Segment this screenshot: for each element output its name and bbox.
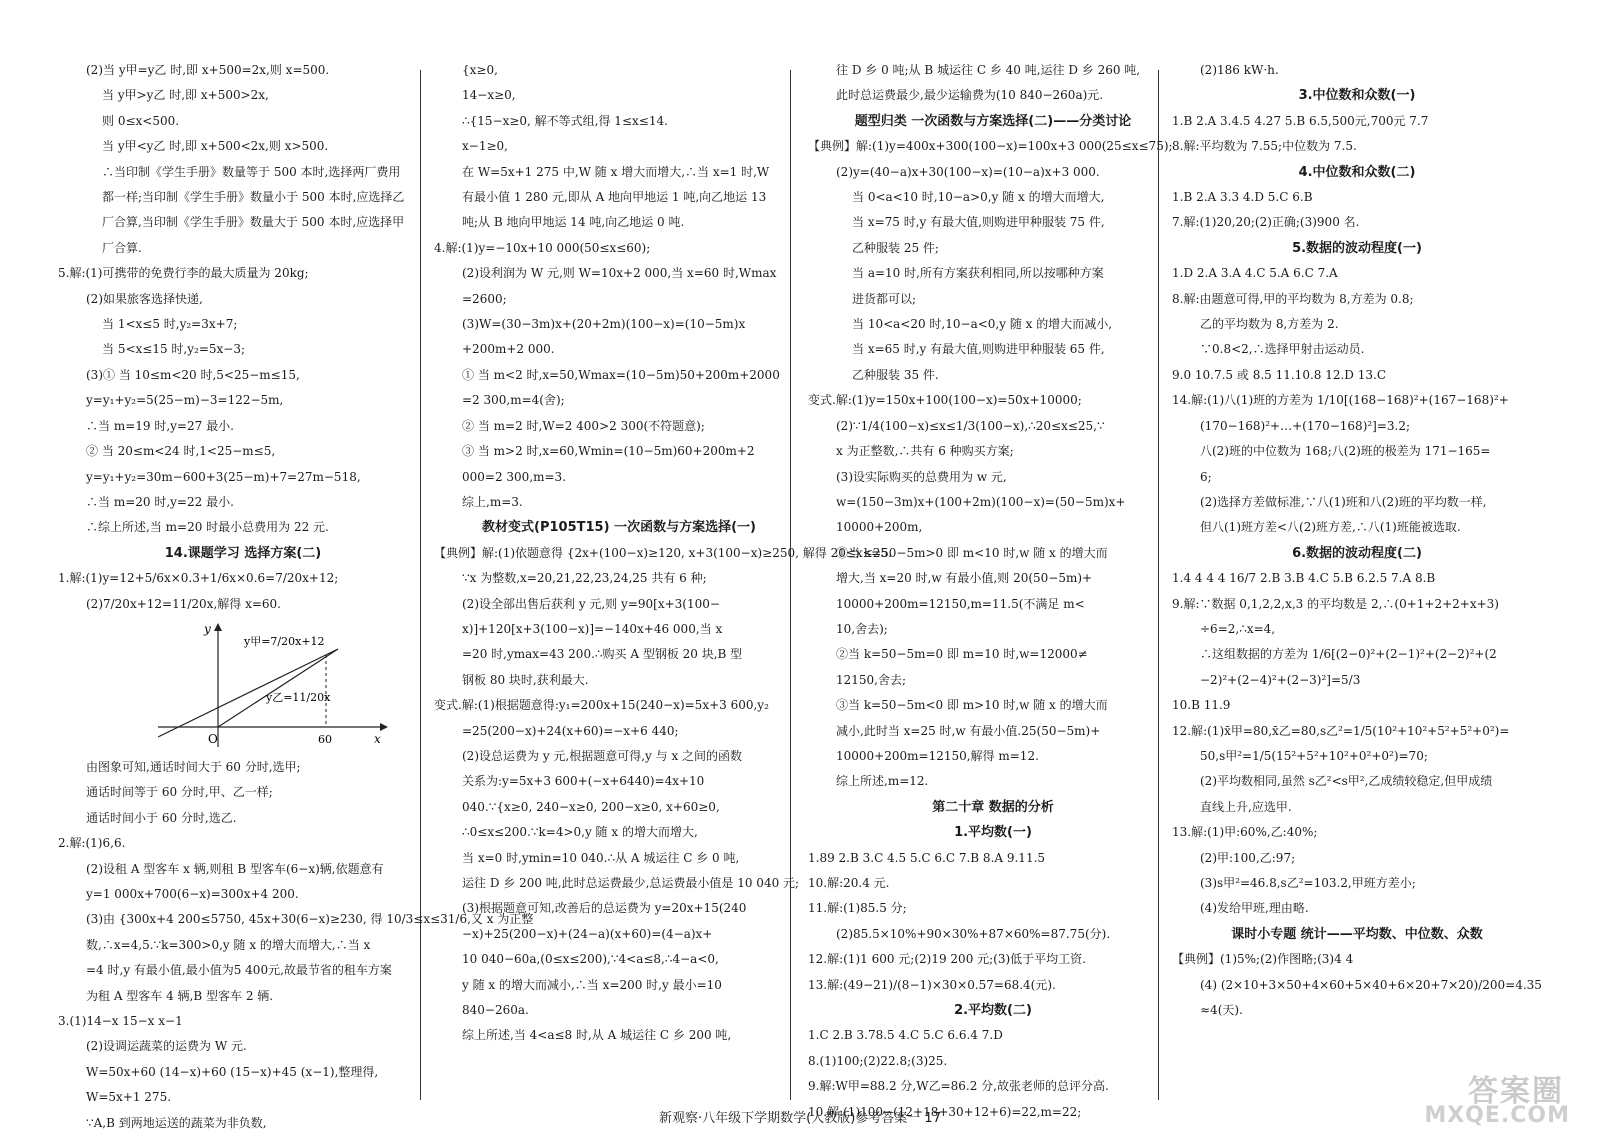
answer-line: +200m+2 000. xyxy=(462,342,555,357)
answer-line: 10.B 11.9 xyxy=(1172,698,1231,713)
answer-line: 1.B 2.A 3.4.5 4.27 5.B 6.5,500元,700元 7.7 xyxy=(1172,113,1429,128)
answer-line: 10000+200m, xyxy=(836,520,923,535)
answer-line: 有最小值 1 280 元,即从 A 地向甲地运 1 吨,向乙地运 13 xyxy=(462,190,767,205)
answer-line: 乙的平均数为 8,方差为 2. xyxy=(1200,317,1339,332)
y-axis-label: y xyxy=(204,621,211,636)
answer-line: =4 时,y 有最小值,最小值为5 400元,故最节省的租车方案 xyxy=(86,963,392,978)
answer-line: 9.解:∵数据 0,1,2,2,x,3 的平均数是 2,∴(0+1+2+2+x+3) xyxy=(1172,596,1499,611)
answer-line: (3)根据题意可知,改善后的总运费为 y=20x+15(240 xyxy=(462,901,747,916)
answer-line: 【典例】(1)5%;(2)作图略;(3)4 4 xyxy=(1172,952,1354,967)
section-heading: 3.中位数和众数(一) xyxy=(1298,88,1416,104)
answer-line: 14−x≥0, xyxy=(462,88,516,103)
answer-line: (2)如果旅客选择快递, xyxy=(86,291,203,306)
answer-line: ∴当 m=19 时,y=27 最小. xyxy=(86,418,234,433)
answer-line: 1.B 2.A 3.3 4.D 5.C 6.B xyxy=(1172,190,1313,205)
answer-line: 当 x=75 时,y 有最大值,则购进甲种服装 75 件, xyxy=(852,215,1105,230)
answer-line: 当 x=65 时,y 有最大值,则购进甲种服装 65 件, xyxy=(852,342,1105,357)
answer-line: y=1 000x+700(6−x)=300x+4 200. xyxy=(86,886,299,901)
answer-line: 当 x=0 时,ymin=10 040.∴从 A 城运往 C 乡 0 吨, xyxy=(462,850,740,865)
answer-line: (2)∵1/4(100−x)≤x≤1/3(100−x),∴20≤x≤25,∵ xyxy=(836,418,1105,433)
answer-line: ∴{15−x≥0, 解不等式组,得 1≤x≤14. xyxy=(462,113,668,128)
answer-line: 1.解:(1)y=12+5/6x×0.3+1/6x×0.6=7/20x+12; xyxy=(58,571,339,586)
section-heading: 教材变式(P105T15) 一次函数与方案选择(一) xyxy=(482,520,756,536)
answer-line: 12.解:(1)x̄甲=80,x̄乙=80,s乙²=1/5(10²+10²+5²+5²+0²)= xyxy=(1172,723,1510,738)
answer-line: ③当 k=50−5m<0 即 m>10 时,w 随 x 的增大而 xyxy=(836,698,1108,713)
answer-line: 综上所述,当 4<a≤8 时,从 A 城运往 C 乡 200 吨, xyxy=(462,1028,732,1043)
answer-line: (2)设全部出售后获利 y 元,则 y=90[x+3(100− xyxy=(462,596,720,611)
answer-line: {x≥0, xyxy=(462,63,498,77)
answer-line: 13.解:(49−21)/(8−1)×30×0.57=68.4(元). xyxy=(808,977,1056,992)
answer-line: −x)+25(200−x)+(24−a)(x+60)=(4−a)x+ xyxy=(462,926,713,941)
x-axis-label: x xyxy=(374,731,381,746)
answer-line: 减小,此时当 x=25 时,w 有最小值.25(50−5m)+ xyxy=(836,723,1101,738)
answer-line: 直线上升,应选甲. xyxy=(1200,799,1292,814)
answer-line: 数,∴x=4,5.∵k=300>0,y 随 x 的增大而增大,∴当 x xyxy=(86,937,371,952)
answer-line: 13.解:(1)甲:60%,乙:40%; xyxy=(1172,825,1318,840)
section-heading: 4.中位数和众数(二) xyxy=(1298,164,1416,180)
answer-line: 9.解:W甲=88.2 分,W乙=86.2 分,故张老师的总评分高. xyxy=(808,1079,1109,1094)
answer-line: 1.89 2.B 3.C 4.5 5.C 6.C 7.B 8.A 9.11.5 xyxy=(808,850,1046,865)
section-heading: 6.数据的波动程度(二) xyxy=(1292,545,1422,561)
answer-line: 厂合算. xyxy=(102,240,142,255)
answer-line: 则 0≤x<500. xyxy=(102,113,180,128)
answer-line: (2)当 y甲=y乙 时,即 x+500=2x,则 x=500. xyxy=(86,63,330,77)
answer-line: 八(2)班的中位数为 168;八(2)班的极差为 171−165= xyxy=(1200,444,1491,459)
section-heading: 14.课题学习 选择方案(二) xyxy=(164,545,322,561)
answer-line: 1.C 2.B 3.78.5 4.C 5.C 6.6.4 7.D xyxy=(808,1028,1003,1043)
answer-line: y=y₁+y₂=5(25−m)−3=122−5m, xyxy=(86,393,284,408)
line2-label: y乙=11/20x xyxy=(266,690,331,704)
answer-line: x)]+120[x+3(100−x)]=−140x+46 000,当 x xyxy=(462,621,723,636)
answer-line: 当 1<x≤5 时,y₂=3x+7; xyxy=(102,317,238,332)
line1-label: y甲=7/20x+12 xyxy=(244,634,325,648)
answer-line: 综上所述,m=12. xyxy=(836,774,929,789)
answer-line: 综上,m=3. xyxy=(462,494,523,509)
answer-line: ∴综上所述,当 m=20 时最小总费用为 22 元. xyxy=(86,520,329,535)
answer-line: (2)设总运费为 y 元,根据题意可得,y 与 x 之间的函数 xyxy=(462,748,743,763)
y-axis-arrow xyxy=(214,623,222,631)
answer-line: 9.0 10.7.5 或 8.5 11.10.8 12.D 13.C xyxy=(1172,367,1386,382)
answer-line: =2 300,m=4(舍); xyxy=(462,393,565,408)
answer-line: 关系为:y=5x+3 600+(−x+6440)=4x+10 xyxy=(462,774,705,789)
answer-line: (3)W=(30−3m)x+(20+2m)(100−x)=(10−5m)x xyxy=(462,317,746,332)
answer-line: 10.解:20.4 元. xyxy=(808,876,890,890)
answer-line: 在 W=5x+1 275 中,W 随 x 增大而增大,∴当 x=1 时,W xyxy=(462,164,770,179)
origin-label: O xyxy=(208,731,218,746)
answer-line: 12150,舍去; xyxy=(836,672,907,687)
answer-line: 进货都可以; xyxy=(852,291,917,306)
section-heading: 题型归类 一次函数与方案选择(二)——分类讨论 xyxy=(854,113,1132,129)
answer-line: 运往 D 乡 200 吨,此时总运费最少,总运费最小值是 10 040 元; xyxy=(462,876,800,890)
answer-line: (4) (2×10+3×50+4×60+5×40+6×20+7×20)/200=4.35 xyxy=(1200,977,1542,992)
section-heading: 课时小专题 统计——平均数、中位数、众数 xyxy=(1231,926,1483,942)
answer-line: 当 y甲>y乙 时,即 x+500>2x, xyxy=(102,88,269,103)
answer-line: x−1≥0, xyxy=(462,139,508,154)
answer-line: 【典例】解:(1)依题意得 {2x+(100−x)≥120, x+3(100−x)≥250, 解得 20≤x≤25. xyxy=(434,545,892,560)
answer-line: W=5x+1 275. xyxy=(86,1090,172,1105)
answer-line: ① 当 m<2 时,x=50,Wmax=(10−5m)50+200m+2000 xyxy=(462,367,780,382)
answer-line: ≈4(天). xyxy=(1200,1003,1243,1018)
answer-line: ∴当 m=20 时,y=22 最小. xyxy=(86,494,234,509)
answer-line: 840−260a. xyxy=(462,1003,529,1018)
answer-line: w=(150−3m)x+(100+2m)(100−x)=(50−5m)x+ xyxy=(836,494,1126,509)
answer-line: 50,s甲²=1/5(15²+5²+10²+0²+0²)=70; xyxy=(1200,748,1428,763)
answer-line: W=50x+60 (14−x)+60 (15−x)+45 (x−1),整理得, xyxy=(86,1064,379,1079)
answer-line: ③ 当 m>2 时,x=60,Wmin=(10−5m)60+200m+2 xyxy=(462,444,755,459)
answer-line: (3)设实际购买的总费用为 w 元, xyxy=(836,469,1007,484)
answer-line: 但八(1)班方差<八(2)班方差,∴八(1)班能被选取. xyxy=(1200,520,1461,535)
section-heading: 1.平均数(一) xyxy=(954,825,1032,841)
answer-line: ∵x 为整数,x=20,21,22,23,24,25 共有 6 种; xyxy=(462,571,707,586)
answer-line: 变式.解:(1)根据题意得:y₁=200x+15(240−x)=5x+3 600,y₂ xyxy=(434,698,769,713)
answer-line: (3)由 {300x+4 200≤5750, 45x+30(6−x)≥230, 得 10/3≤x≤31/6,又 x 为正整 xyxy=(86,912,534,927)
answer-line: (2)平均数相同,虽然 s乙²<s甲²,乙成绩较稳定,但甲成绩 xyxy=(1200,774,1493,789)
answer-line: 当 10<a<20 时,10−a<0,y 随 x 的增大而减小, xyxy=(852,317,1113,332)
section-heading: 5.数据的波动程度(一) xyxy=(1292,240,1422,256)
answer-line: x 为正整数,∴共有 6 种购买方案; xyxy=(836,444,1014,459)
answer-line: 2.解:(1)6,6. xyxy=(58,836,126,851)
answer-line: ∴这组数据的方差为 1/6[(2−0)²+(2−1)²+(2−2)²+(2 xyxy=(1200,647,1497,662)
answer-line: 通话时间小于 60 分时,选乙. xyxy=(86,810,237,825)
answer-line: (2)设租 A 型客车 x 辆,则租 B 型客车(6−x)辆,依题意有 xyxy=(86,861,384,876)
answer-line: (2)186 kW·h. xyxy=(1200,63,1279,77)
answer-line: y 随 x 的增大而减小,∴当 x=200 时,y 最小=10 xyxy=(462,977,722,992)
answer-line: 14.解:(1)八(1)班的方差为 1/10[(168−168)²+(167−168)²+ xyxy=(1172,393,1509,408)
answer-line: (2)y=(40−a)x+30(100−x)=(10−a)x+3 000. xyxy=(836,164,1100,179)
answer-column-4 xyxy=(1172,58,1542,1023)
answer-line: (170−168)²+…+(170−168)²]=3.2; xyxy=(1200,418,1411,433)
answer-line: (2)85.5×10%+90×30%+87×60%=87.75(分). xyxy=(836,926,1111,941)
answer-line: 当 5<x≤15 时,y₂=5x−3; xyxy=(102,342,246,357)
answer-line: 此时总运费最少,最少运输费为(10 840−260a)元. xyxy=(836,88,1104,103)
answer-line: 040.∵{x≥0, 240−x≥0, 200−x≥0, x+60≥0, xyxy=(462,799,720,814)
answer-line: 当 y甲<y乙 时,即 x+500<2x,则 x>500. xyxy=(102,139,329,154)
answer-line: 钢板 80 块时,获利最大. xyxy=(462,672,589,687)
answer-line: 乙种服装 35 件. xyxy=(852,367,939,382)
answer-line: (2)选择方差做标准,∵八(1)班和八(2)班的平均数一样, xyxy=(1200,494,1487,509)
answer-line: 都一样;当印制《学生手册》数量小于 500 本时,应选择乙 xyxy=(102,190,405,205)
answer-line: 10000+200m=12150,解得 m=12. xyxy=(836,748,1039,763)
answer-line: 吨;从 B 地向甲地运 14 吨,向乙地运 0 吨. xyxy=(462,215,685,230)
answer-line: 4.解:(1)y=−10x+10 000(50≤x≤60); xyxy=(434,240,651,255)
watermark-text-url: MXQE.COM xyxy=(1424,1103,1570,1128)
answer-line: (3)s甲²=46.8,s乙²=103.2,甲班方差小; xyxy=(1200,876,1416,890)
answer-line: 12.解:(1)1 600 元;(2)19 200 元;(3)低于平均工资. xyxy=(808,952,1086,967)
answer-line: 当 a=10 时,所有方案获利相同,所以按哪种方案 xyxy=(852,266,1104,281)
answer-line: y=y₁+y₂=30m−600+3(25−m)+7=27m−518, xyxy=(86,469,361,484)
answer-line: 通话时间等于 60 分时,甲、乙一样; xyxy=(86,785,273,800)
answer-line: (4)发给甲班,理由略. xyxy=(1200,901,1309,916)
answer-line: 变式.解:(1)y=150x+100(100−x)=50x+10000; xyxy=(808,393,1082,408)
answer-line: (2)7/20x+12=11/20x,解得 x=60. xyxy=(86,596,281,611)
answer-line: (2)甲:100,乙:97; xyxy=(1200,850,1296,865)
watermark-text-cn: 答案圈 xyxy=(1468,1074,1564,1109)
answer-line: ∵0.8<2,∴选择甲射击运动员. xyxy=(1200,342,1365,357)
x-tick-60: 60 xyxy=(318,732,332,746)
answer-line: ② 当 m=2 时,W=2 400>2 300(不符题意); xyxy=(462,418,705,433)
answer-line: (2)设利润为 W 元,则 W=10x+2 000,当 x=60 时,Wmax xyxy=(462,266,777,281)
page-footer: 新观察·八年级下学期数学(人教版)参考答案一 17 xyxy=(659,1111,941,1126)
answer-line: ①当 k=50−5m>0 即 m<10 时,w 随 x 的增大而 xyxy=(836,545,1108,560)
answer-line: 增大,当 x=20 时,w 有最小值,则 20(50−5m)+ xyxy=(836,571,1093,586)
answer-line: 8.(1)100;(2)22.8;(3)25. xyxy=(808,1053,948,1068)
answer-column-3 xyxy=(808,58,1178,1125)
answer-line: 8.解:平均数为 7.55;中位数为 7.5. xyxy=(1172,139,1357,154)
answer-line: 000=2 300,m=3. xyxy=(462,469,567,484)
answer-line: 3.(1)14−x 15−x x−1 xyxy=(58,1014,183,1028)
answer-line: 由图象可知,通话时间大于 60 分时,选甲; xyxy=(86,759,301,774)
answer-line: 1.4 4 4 4 16/7 2.B 3.B 4.C 5.B 6.2.5 7.A 8.B xyxy=(1172,571,1436,586)
answer-line: 10,舍去); xyxy=(836,621,888,636)
x-axis-arrow xyxy=(380,723,388,731)
answer-line: 为租 A 型客车 4 辆,B 型客车 2 辆. xyxy=(86,988,274,1003)
answer-line: =2600; xyxy=(462,291,507,306)
answer-line: 10000+200m=12150,m=11.5(不满足 m< xyxy=(836,596,1085,611)
answer-line: 厂合算,当印制《学生手册》数量大于 500 本时,应选择甲 xyxy=(102,215,405,230)
answer-line: 5.解:(1)可携带的免费行李的最大质量为 20kg; xyxy=(58,266,309,281)
answer-line: ÷6=2,∴x=4, xyxy=(1200,621,1276,636)
function-graph xyxy=(58,619,428,751)
answer-line: 8.解:由题意可得,甲的平均数为 8,方差为 0.8; xyxy=(1172,291,1414,306)
answer-line: 6; xyxy=(1200,469,1212,484)
section-heading: 第二十章 数据的分析 xyxy=(932,799,1054,815)
answer-line: (3)① 当 10≤m<20 时,5<25−m≤15, xyxy=(86,367,300,382)
watermark-logo xyxy=(1424,1066,1574,1128)
line-y-yi xyxy=(218,649,338,727)
answer-line: =25(200−x)+24(x+60)=−x+6 440; xyxy=(462,723,679,738)
answer-line: ②当 k=50−5m=0 即 m=10 时,w=12000≠ xyxy=(836,647,1088,662)
answer-line: 乙种服装 25 件; xyxy=(852,240,939,255)
answer-line: 【典例】解:(1)y=400x+300(100−x)=100x+3 000(25≤x≤75); xyxy=(808,139,1173,154)
answer-line: (2)设调运蔬菜的运费为 W 元. xyxy=(86,1039,247,1054)
answer-line: ② 当 20≤m<24 时,1<25−m≤5, xyxy=(86,444,276,459)
answer-line: −2)²+(2−4)²+(2−3)²]=5/3 xyxy=(1200,672,1361,687)
answer-line: 11.解:(1)85.5 分; xyxy=(808,901,907,916)
answer-line: ∴当印制《学生手册》数量等于 500 本时,选择两厂费用 xyxy=(102,164,401,179)
answer-line: =20 时,ymax=43 200.∴购买 A 型钢板 20 块,B 型 xyxy=(462,647,743,662)
section-heading: 2.平均数(二) xyxy=(954,1003,1032,1019)
answer-line: 10 040−60a,(0≤x≤200),∵4<a≤8,∴4−a<0, xyxy=(462,952,719,967)
answer-line: 当 0<a<10 时,10−a>0,y 随 x 的增大而增大, xyxy=(852,190,1105,205)
answer-line: ∵A,B 到两地运送的蔬菜为非负数, xyxy=(86,1115,267,1130)
answer-line: ∴0≤x≤200.∵k=4>0,y 随 x 的增大而增大, xyxy=(462,825,698,840)
answer-line: 7.解:(1)20,20;(2)正确;(3)900 名. xyxy=(1172,215,1360,230)
answer-line: 10.解:(1)100−(12+18+30+12+6)=22,m=22; xyxy=(808,1104,1082,1119)
answer-line: 1.D 2.A 3.A 4.C 5.A 6.C 7.A xyxy=(1172,266,1338,281)
answer-line: 往 D 乡 0 吨;从 B 城运往 C 乡 40 吨,运往 D 乡 260 吨, xyxy=(836,63,1141,77)
